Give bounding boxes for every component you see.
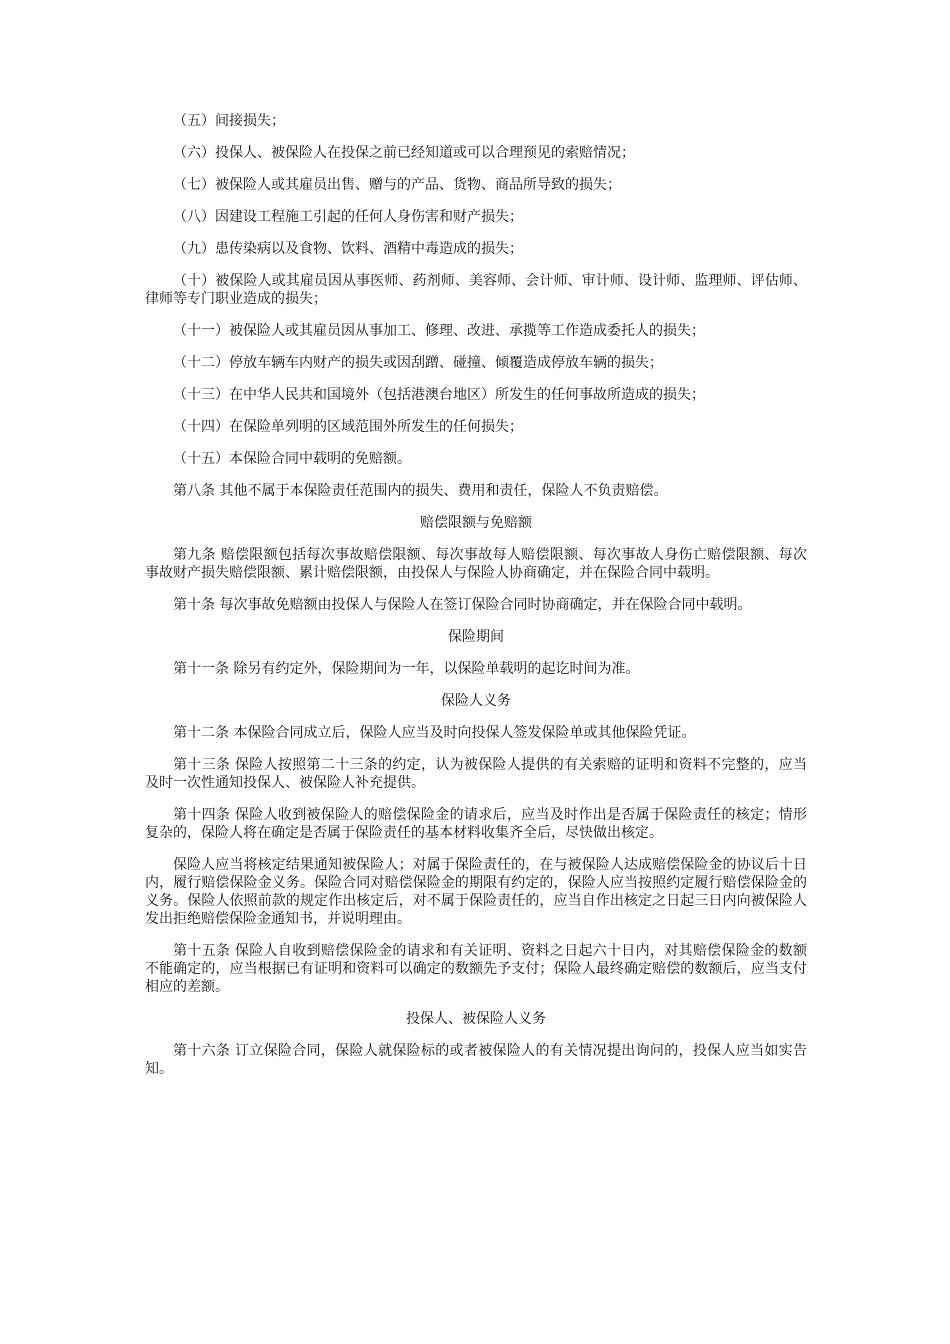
article-15: 第十五条 保险人自收到赔偿保险金的请求和有关证明、资料之日起六十日内，对其赔偿保险金的数额不能确定的，应当根据已有证明和资料可以确定的数额先予支付；保险人最终确定赔偿的数额后，应当支付相应的差额。 — [145, 943, 807, 995]
exclusion-item-7: （七）被保险人或其雇员出售、赠与的产品、货物、商品所导致的损失； — [173, 177, 621, 193]
exclusion-item-8: （八）因建设工程施工引起的任何人身伤害和财产损失； — [173, 209, 523, 225]
section-heading-limits: 赔偿限额与免赔额 — [420, 515, 532, 531]
section-heading-period: 保险期间 — [448, 629, 504, 645]
article-9: 第九条 赔偿限额包括每次事故赔偿限额、每次事故每人赔偿限额、每次事故人身伤亡赔偿限额、每次事故财产损失赔偿限额、累计赔偿限额，由投保人与保险人协商确定，并在保险合同中载明。 — [145, 547, 807, 581]
exclusion-item-6: （六）投保人、被保险人在投保之前已经知道或可以合理预见的索赔情况； — [173, 145, 635, 161]
exclusion-item-10: （十）被保险人或其雇员因从事医师、药剂师、美容师、会计师、审计师、设计师、监理师、评估师、律师等专门职业造成的损失； — [145, 273, 807, 307]
article-10: 第十条 每次事故免赔额由投保人与保险人在签订保险合同时协商确定，并在保险合同中载明。 — [173, 597, 752, 613]
article-11: 第十一条 除另有约定外，保险期间为一年，以保险单载明的起讫时间为准。 — [173, 661, 640, 677]
article-12: 第十二条 本保险合同成立后，保险人应当及时向投保人签发保险单或其他保险凭证。 — [173, 725, 696, 741]
document-page — [145, 112, 807, 1092]
exclusion-item-13: （十三）在中华人民共和国境外（包括港澳台地区）所发生的任何事故所造成的损失； — [173, 387, 705, 403]
exclusion-item-11: （十一）被保险人或其雇员因从事加工、修理、改进、承揽等工作造成委托人的损失； — [173, 323, 705, 339]
article-16: 第十六条 订立保险合同，保险人就保险标的或者被保险人的有关情况提出询问的，投保人应当如实告知。 — [145, 1043, 807, 1077]
section-heading-policyholder-duties: 投保人、被保险人义务 — [406, 1011, 546, 1027]
exclusion-item-9: （九）患传染病以及食物、饮料、酒精中毒造成的损失； — [173, 241, 523, 257]
article-14-paragraph-2: 保险人应当将核定结果通知被保险人；对属于保险责任的，在与被保险人达成赔偿保险金的协议后十日内，履行赔偿保险金义务。保险合同对赔偿保险金的期限有约定的，保险人应当按照约定履行赔偿保险金的义务。保险人依照前款的规定作出核定后，对不属于保险责任的，应当自作出核定之日起三日内向被保险人发出拒绝赔偿保险金通知书，并说明理由。 — [145, 857, 807, 927]
exclusion-item-14: （十四）在保险单列明的区域范围外所发生的任何损失； — [173, 419, 523, 435]
exclusion-item-15: （十五）本保险合同中载明的免赔额。 — [173, 451, 411, 467]
article-8: 第八条 其他不属于本保险责任范围内的损失、费用和责任，保险人不负责赔偿。 — [173, 483, 668, 499]
exclusion-item-12: （十二）停放车辆车内财产的损失或因刮蹭、碰撞、倾覆造成停放车辆的损失； — [173, 355, 663, 371]
article-14: 第十四条 保险人收到被保险人的赔偿保险金的请求后，应当及时作出是否属于保险责任的核定；情形复杂的，保险人将在确定是否属于保险责任的基本材料收集齐全后，尽快做出核定。 — [145, 807, 807, 841]
section-heading-insurer-duties: 保险人义务 — [441, 693, 511, 709]
article-13: 第十三条 保险人按照第二十三条的约定，认为被保险人提供的有关索赔的证明和资料不完整的，应当及时一次性通知投保人、被保险人补充提供。 — [145, 757, 807, 791]
exclusion-item-5: （五）间接损失； — [173, 113, 285, 129]
